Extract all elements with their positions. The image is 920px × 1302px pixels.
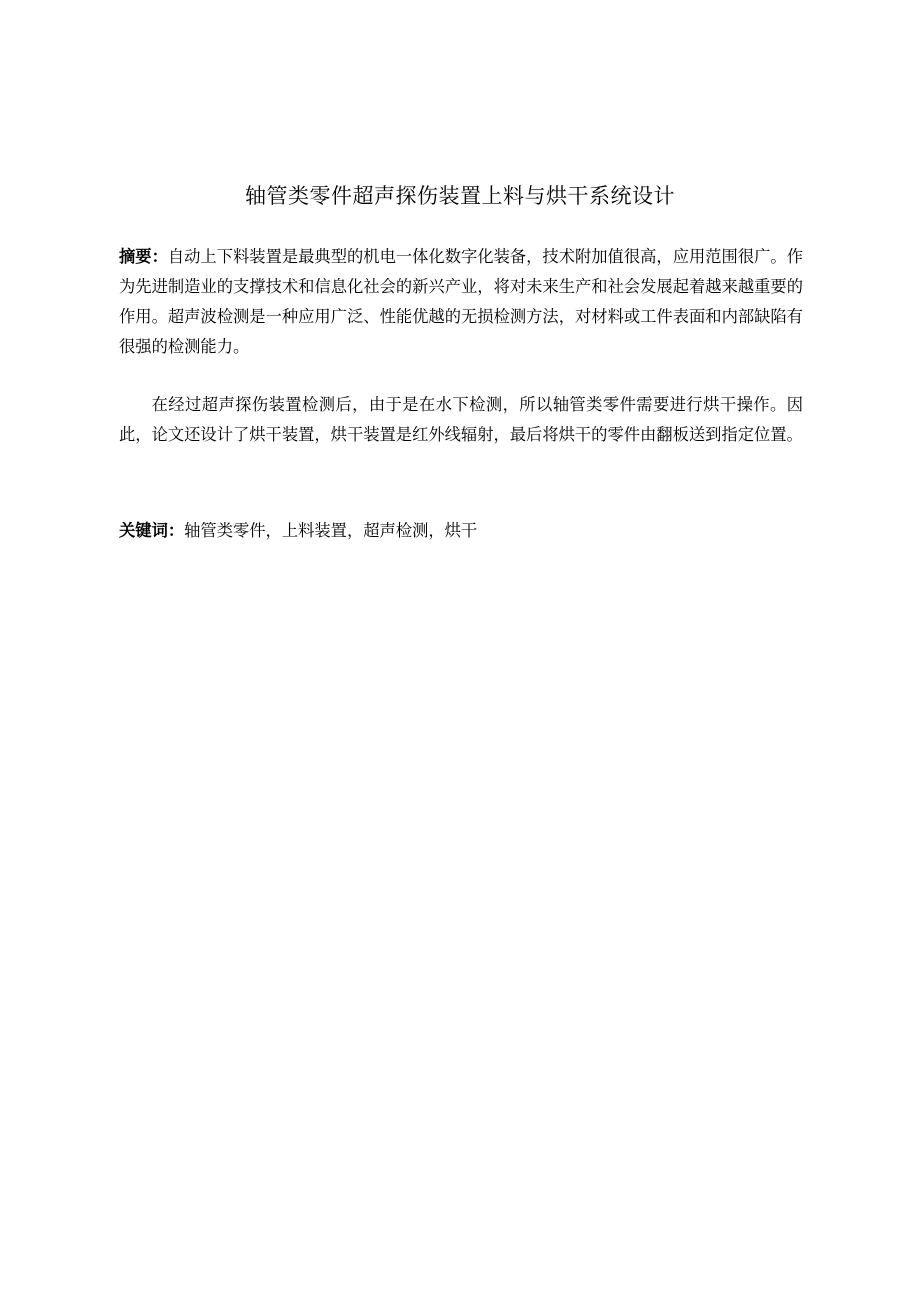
keywords-label: 关键词： (119, 521, 185, 540)
abstract-text: 自动上下料装置是最典型的机电一体化数字化装备，技术附加值很高，应用范围很广。作为先进制造业的支撑技术和信息化社会的新兴产业，将对未来生产和社会发展起着越来越重要的作用。超声波检测是一种应用广泛、性能优越的无损检测方法，对材料或工件表面和内部缺陷有很强的检测能力。 (119, 247, 803, 356)
abstract-paragraph (119, 242, 803, 362)
page-title: 轴管类零件超声探伤装置上料与烘干系统设计 (245, 184, 675, 208)
abstract-label: 摘要： (119, 247, 168, 266)
body-paragraph: 在经过超声探伤装置检测后，由于是在水下检测，所以轴管类零件需要进行烘干操作。因此，论文还设计了烘干装置，烘干装置是红外线辐射，最后将烘干的零件由翻板送到指定位置。 (119, 395, 803, 444)
keywords-line (119, 516, 803, 546)
keywords-text: 轴管类零件，上料装置，超声检测，烘干 (184, 521, 478, 540)
